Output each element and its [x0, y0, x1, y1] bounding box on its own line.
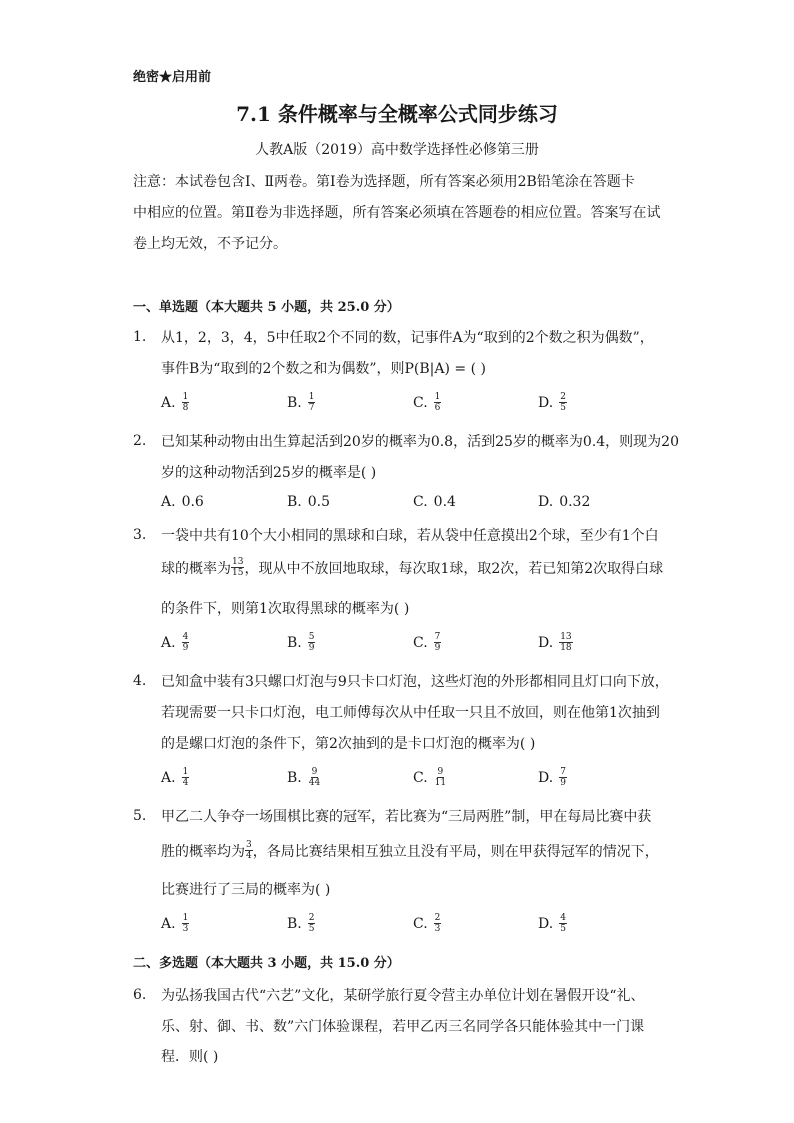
- question-text: 若现需要一只卡口灯泡，电工师傅每次从中任取一只且不放回，则在他第1次抽到: [161, 705, 660, 721]
- option-value: 0.5: [307, 494, 331, 510]
- section-heading-multi-choice: 二、多选题（本大题共 3 小题，共 15.0 分）: [133, 956, 400, 971]
- fraction: [434, 767, 447, 788]
- question-text: 为弘扬我国古代“六艺”文化，某研学旅行夏令营主办单位计划在暑假开设“礼、: [161, 988, 645, 1004]
- option-label: D.: [538, 915, 554, 932]
- fraction-numerator: 7: [434, 632, 441, 642]
- fraction-numerator: 5: [308, 632, 315, 642]
- fraction: [559, 913, 567, 934]
- option-label: B.: [287, 769, 302, 786]
- option-label: B.: [287, 634, 302, 651]
- fraction: [245, 840, 253, 861]
- option-label: C.: [413, 769, 428, 786]
- fraction: [559, 392, 567, 413]
- fraction-denominator: 5: [560, 403, 566, 413]
- notice-line: 注意：本试卷包含Ⅰ、Ⅱ两卷。第Ⅰ卷为选择题，所有答案必须用2B铅笔涂在答题卡: [133, 174, 635, 190]
- fraction-denominator: 11: [434, 778, 447, 788]
- option-a[interactable]: [161, 494, 204, 510]
- fraction-numerator: 13: [232, 557, 244, 567]
- option-value: 0.6: [181, 494, 204, 510]
- fraction-numerator: 1: [434, 392, 441, 402]
- option-a[interactable]: [161, 392, 189, 413]
- fraction: [559, 767, 567, 788]
- option-c[interactable]: [413, 494, 456, 510]
- fraction-denominator: 5: [560, 924, 566, 934]
- fraction-numerator: 13: [560, 632, 572, 642]
- page-title: 7.1 条件概率与全概率公式同步练习: [236, 102, 558, 126]
- fraction-numerator: 4: [182, 632, 189, 642]
- fraction-numerator: 1: [182, 392, 189, 402]
- fraction-denominator: 4: [246, 851, 252, 861]
- question-text-fragment: 球的概率为: [161, 560, 231, 577]
- secret-label: 绝密★启用前: [133, 70, 212, 85]
- page-subtitle: 人教A版（2019）高中数学选择性必修第三册: [255, 142, 539, 158]
- question-number: 1.: [133, 329, 147, 345]
- fraction-numerator: 2: [308, 913, 315, 923]
- question-number: 6.: [133, 987, 147, 1003]
- fraction-denominator: 8: [182, 403, 189, 413]
- fraction-denominator: 9: [560, 778, 566, 788]
- fraction-denominator: 15: [232, 568, 244, 578]
- option-c[interactable]: [413, 913, 441, 934]
- fraction-denominator: 3: [434, 924, 441, 934]
- question-text: 甲乙二人争夺一场围棋比赛的冠军，若比赛为“三局两胜”制，甲在每局比赛中获: [161, 809, 652, 825]
- option-label: C.: [413, 634, 428, 651]
- fraction-denominator: 7: [308, 403, 315, 413]
- fraction-numerator: 9: [437, 767, 444, 777]
- question-number: 4.: [133, 673, 147, 689]
- option-d[interactable]: [538, 632, 573, 653]
- exam-notice: [133, 167, 663, 260]
- question-text: 的是螺口灯泡的条件下，第2次抽到的是卡口灯泡的概率为( ): [161, 736, 536, 752]
- option-label: A.: [161, 634, 176, 651]
- fraction: [308, 913, 316, 934]
- notice-line: 卷上均无效，不予记分。: [133, 236, 287, 252]
- fraction-numerator: 1: [308, 392, 315, 402]
- question-number: 3.: [133, 527, 147, 543]
- question-text: 从1，2，3，4，5中任取2个不同的数，记事件A为“取到的2个数之积为偶数”，: [161, 330, 654, 346]
- option-label: A.: [161, 915, 176, 932]
- question-text-fragment: ，各局比赛结果相互独立且没有平局，则在甲获得冠军的情况下，: [252, 843, 659, 860]
- fraction: [559, 632, 572, 653]
- option-c[interactable]: [413, 767, 447, 788]
- question-text: 的条件下，则第1次取得黑球的概率为( ): [161, 601, 410, 617]
- question-text: [161, 557, 663, 578]
- option-b[interactable]: [287, 494, 330, 510]
- fraction-denominator: 9: [182, 643, 189, 653]
- question-text: 事件B为“取到的2个数之和为偶数”，则P(B|A) = ( ): [161, 361, 486, 377]
- fraction: [434, 392, 442, 413]
- option-label: D.: [538, 634, 554, 651]
- fraction-numerator: 4: [560, 913, 566, 923]
- question-text: 程．则( ): [161, 1049, 219, 1065]
- fraction-numerator: 2: [560, 392, 566, 402]
- fraction-denominator: 4: [182, 778, 189, 788]
- fraction-denominator: 9: [434, 643, 441, 653]
- option-label: A.: [161, 494, 176, 510]
- fraction: [308, 392, 316, 413]
- notice-line: 中相应的位置。第Ⅱ卷为非选择题，所有答案必须填在答题卷的相应位置。答案写在试: [133, 205, 661, 221]
- fraction-numerator: 9: [311, 767, 318, 777]
- fraction: [308, 632, 316, 653]
- question-text-fragment: 胜的概率均为: [161, 843, 245, 860]
- fraction-denominator: 3: [182, 924, 189, 934]
- fraction-numerator: 1: [182, 767, 189, 777]
- fraction-denominator: 5: [308, 924, 315, 934]
- option-label: B.: [287, 494, 302, 510]
- option-a[interactable]: [161, 913, 189, 934]
- option-label: C.: [413, 494, 428, 510]
- question-text: 岁的这种动物活到25岁的概率是( ): [161, 465, 377, 481]
- option-a[interactable]: [161, 767, 189, 788]
- option-value: 0.4: [433, 494, 456, 510]
- fraction-denominator: 44: [308, 778, 321, 788]
- fraction-denominator: 6: [434, 403, 441, 413]
- fraction-numerator: 7: [560, 767, 566, 777]
- question-text: 一袋中共有10个大小相同的黑球和白球，若从袋中任意摸出2个球，至少有1个白: [161, 528, 659, 544]
- option-d[interactable]: [538, 392, 567, 413]
- option-d[interactable]: [538, 767, 567, 788]
- fraction: [231, 557, 244, 578]
- option-value: 0.32: [559, 494, 591, 510]
- question-text: [161, 840, 659, 861]
- fraction-numerator: 1: [182, 913, 189, 923]
- fraction: [182, 767, 190, 788]
- option-label: A.: [161, 769, 176, 786]
- question-text: 已知盒中装有3只螺口灯泡与9只卡口灯泡，这些灯泡的外形都相同且灯口向下放，: [161, 674, 669, 690]
- fraction-numerator: 2: [434, 913, 441, 923]
- option-label: B.: [287, 915, 302, 932]
- question-text: 乐、射、御、书、数”六门体验课程，若甲乙丙三名同学各只能体验其中一门课: [161, 1019, 645, 1035]
- fraction-denominator: 9: [308, 643, 315, 653]
- option-label: B.: [287, 394, 302, 411]
- section-heading-single-choice: 一、单选题（本大题共 5 小题，共 25.0 分）: [133, 300, 400, 315]
- question-text: 已知某种动物由出生算起活到20岁的概率为0.8，活到25岁的概率为0.4，则现为20: [161, 434, 679, 450]
- option-c[interactable]: [413, 632, 441, 653]
- fraction: [182, 392, 190, 413]
- question-number: 2.: [133, 433, 147, 449]
- fraction-numerator: 3: [246, 840, 252, 850]
- fraction: [308, 767, 321, 788]
- option-a[interactable]: [161, 632, 189, 653]
- option-d[interactable]: [538, 913, 567, 934]
- fraction-denominator: 18: [560, 643, 572, 653]
- option-label: D.: [538, 494, 554, 510]
- question-text-fragment: ，现从中不放回地取球，每次取1球，取2次，若已知第2次取得白球: [244, 560, 664, 577]
- fraction: [434, 913, 442, 934]
- option-label: A.: [161, 394, 176, 411]
- option-label: C.: [413, 394, 428, 411]
- fraction: [182, 913, 190, 934]
- option-c[interactable]: [413, 392, 441, 413]
- option-label: C.: [413, 915, 428, 932]
- option-label: D.: [538, 769, 554, 786]
- option-label: D.: [538, 394, 554, 411]
- option-b[interactable]: [287, 767, 321, 788]
- fraction: [182, 632, 190, 653]
- option-b[interactable]: [287, 913, 315, 934]
- option-b[interactable]: [287, 632, 315, 653]
- question-text: 比赛进行了三局的概率为( ): [161, 882, 331, 898]
- option-d[interactable]: [538, 494, 590, 510]
- option-b[interactable]: [287, 392, 315, 413]
- fraction: [434, 632, 442, 653]
- question-number: 5.: [133, 808, 147, 824]
